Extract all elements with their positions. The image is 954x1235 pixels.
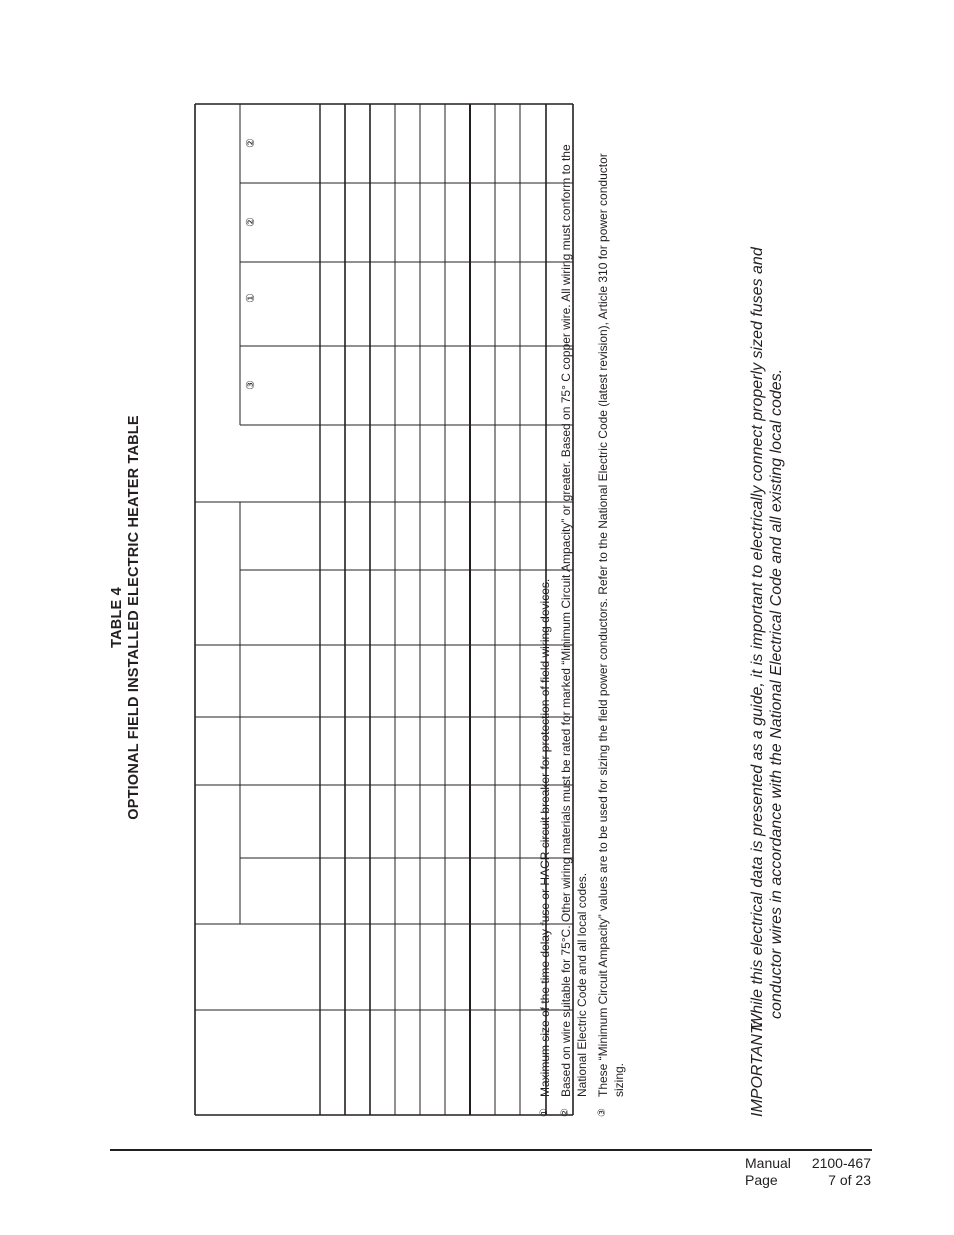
header-note-marker: ②: [245, 138, 257, 148]
footnote-text: These “Minimum Circuit Ampacity” values are to be used for sizing the field power conductors. Refer to the National Electric Code (latest revision), Article 310 for power conductor sizing.: [596, 153, 626, 1097]
footer-rule: [110, 1149, 872, 1151]
footnote-1: [537, 132, 553, 1117]
table-title: OPTIONAL FIELD INSTALLED ELECTRIC HEATER TABLE: [126, 415, 142, 820]
footnote-marker: ②: [560, 1108, 571, 1117]
important-text-line1: While this electrical data is presented as a guide, it is important to electrically connect properly sized fuses and: [749, 247, 766, 1029]
manual-label: Manual: [745, 1155, 791, 1171]
footnote-3: [595, 132, 627, 1117]
header-note-marker: ①: [245, 293, 257, 303]
important-label: IMPORTANT:: [749, 1021, 766, 1117]
page-number: 7 of 23: [828, 1172, 871, 1188]
footnote-text: Based on wire suitable for 75°C. Other wiring materials must be rated for marked “Minimum Circuit Ampacity” or greater. Based on 75° C copper wire. All wiring must conform to the National Electric Code and all local codes.: [559, 144, 589, 1097]
footnote-marker: ③: [597, 1108, 608, 1117]
header-note-marker: ②: [245, 217, 257, 227]
header-note-marker: ③: [245, 380, 257, 390]
manual-number: 2100-467: [811, 1155, 871, 1171]
page-footer: [745, 1155, 871, 1189]
table-number: TABLE 4: [109, 587, 125, 648]
important-notice: [748, 107, 786, 1117]
footnote-marker: ①: [539, 1108, 550, 1117]
page-label: Page: [745, 1172, 778, 1188]
important-text-line2: conductor wires in accordance with the National Electrical Code and all existing local codes.: [768, 368, 785, 1019]
footnote-text: Maximum size of the time delay fuse or HACR circuit breaker for protection of field wiring devices.: [538, 578, 552, 1097]
footnotes: [537, 132, 632, 1117]
footnote-2: [558, 132, 590, 1117]
